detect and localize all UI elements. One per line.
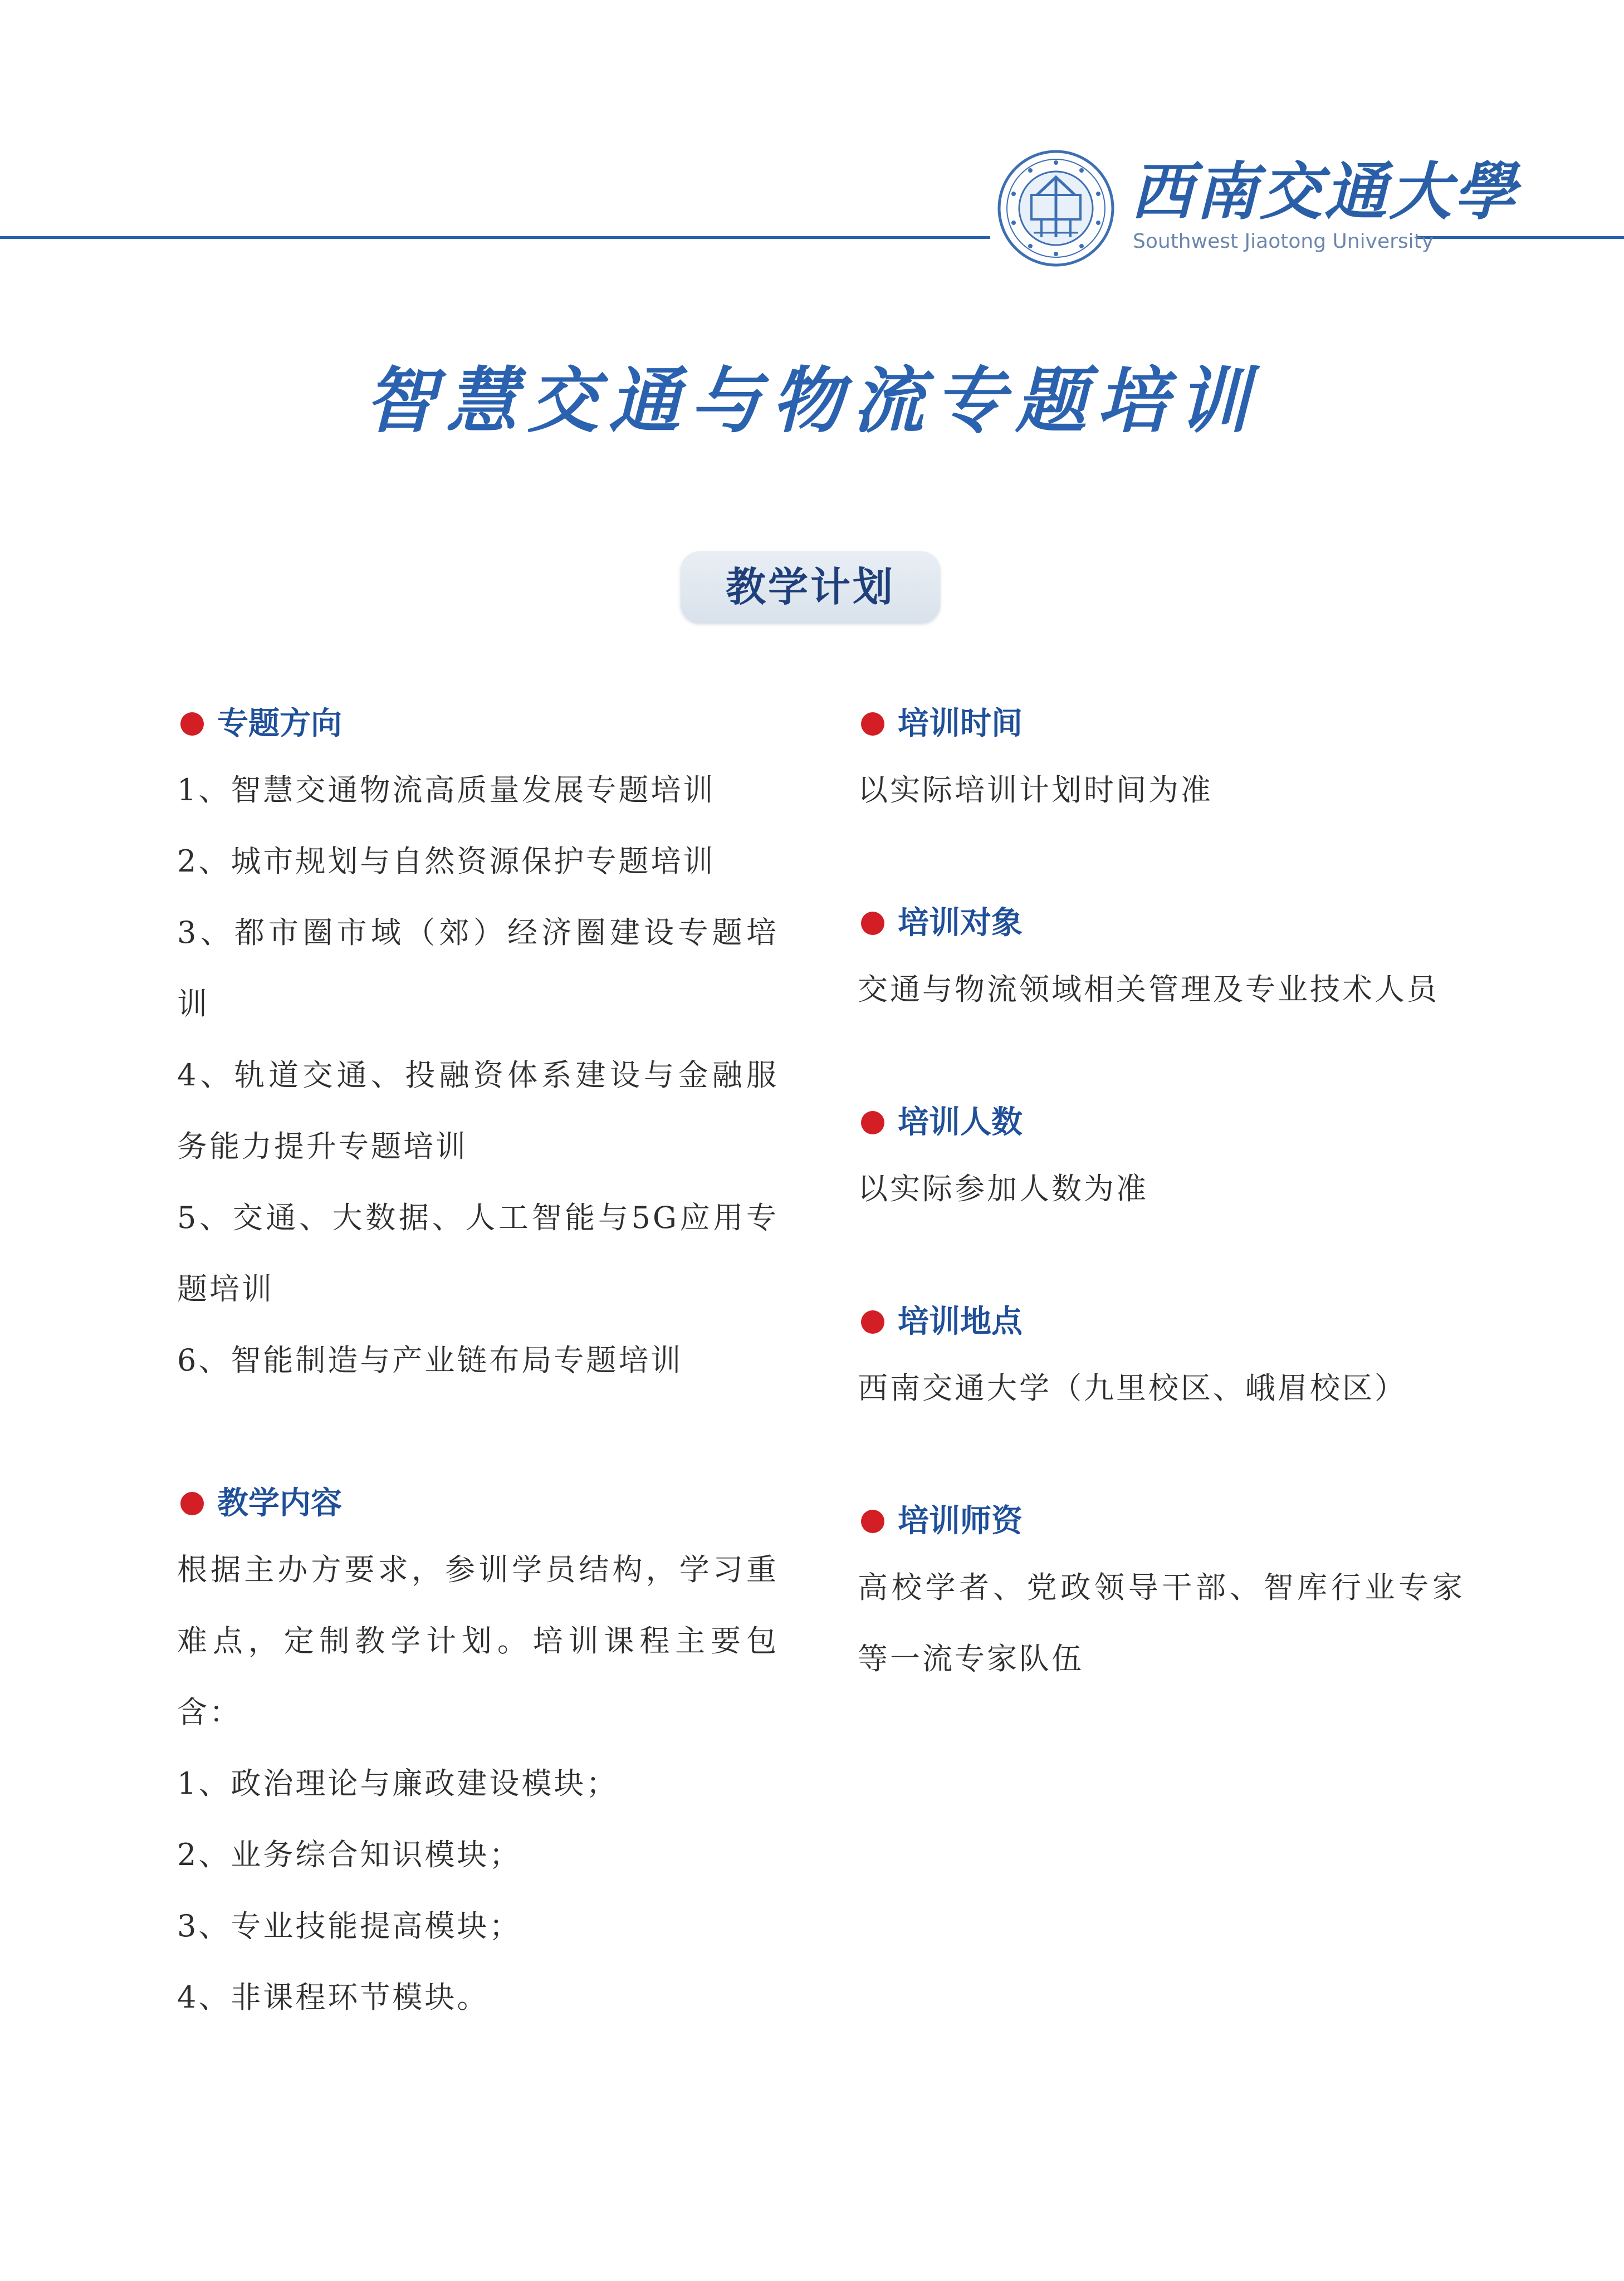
section-label: 教学计划	[725, 564, 895, 610]
count-heading-text: 培训人数	[898, 1104, 1023, 1140]
spacer	[858, 1424, 1465, 1491]
location-heading	[858, 1291, 1465, 1353]
location-heading-text: 培训地点	[898, 1304, 1023, 1340]
spacer	[858, 1025, 1465, 1092]
content-item: 4、非课程环节模块。	[177, 1980, 490, 2015]
header-rule-right	[1416, 236, 1624, 239]
spacer	[858, 826, 1465, 893]
audience-text: 交通与物流领域相关管理及专业技术人员	[858, 972, 1439, 1007]
content-heading	[177, 1473, 779, 1534]
topic-item: 3、都市圈市域（郊）经济圈建设专题培训	[177, 915, 779, 1021]
header-rule-left	[0, 236, 990, 239]
audience-heading-text: 培训对象	[898, 905, 1023, 941]
bullet-dot-icon	[861, 912, 884, 935]
bullet-dot-icon	[180, 712, 204, 736]
count-heading	[858, 1092, 1465, 1153]
topic-item: 5、交通、大数据、人工智能与5G应用专题培训	[177, 1200, 779, 1306]
topic-item: 6、智能制造与产业链布局专题培训	[177, 1343, 683, 1378]
topics-heading-text: 专题方向	[217, 706, 342, 742]
bullet-dot-icon	[180, 1492, 204, 1515]
audience-heading	[858, 893, 1465, 954]
location-text: 西南交通大学（九里校区、峨眉校区）	[858, 1370, 1407, 1406]
section-label-badge	[681, 551, 940, 623]
time-text: 以实际培训计划时间为准	[858, 772, 1213, 807]
time-heading-text: 培训时间	[898, 706, 1023, 742]
university-logo-name: 西南交通大學	[1131, 155, 1518, 228]
count-text: 以实际参加人数为准	[858, 1171, 1148, 1206]
university-seal-icon	[997, 149, 1115, 267]
content-intro: 根据主办方要求，参训学员结构，学习重难点，定制教学计划。培训课程主要包含：	[177, 1552, 779, 1730]
content-heading-text: 教学内容	[217, 1485, 342, 1521]
page-title: 智慧交通与物流专题培训	[364, 359, 1259, 443]
spacer	[858, 1225, 1465, 1291]
faculty-text: 高校学者、党政领导干部、智库行业专家等一流专家队伍	[858, 1570, 1465, 1676]
spacer	[177, 1396, 779, 1473]
faculty-heading	[858, 1491, 1465, 1552]
topic-item: 4、轨道交通、投融资体系建设与金融服务能力提升专题培训	[177, 1058, 779, 1164]
content-item: 3、专业技能提高模块；	[177, 1908, 522, 1944]
bullet-dot-icon	[861, 1111, 884, 1134]
topic-item: 1、智慧交通物流高质量发展专题培训	[177, 772, 716, 807]
topics-heading	[177, 693, 779, 755]
left-column	[177, 693, 779, 2033]
time-heading	[858, 693, 1465, 755]
content-item: 2、业务综合知识模块；	[177, 1837, 522, 1872]
content-item: 1、政治理论与廉政建设模块；	[177, 1766, 619, 1801]
right-column	[858, 693, 1465, 1695]
faculty-heading-text: 培训师资	[898, 1503, 1023, 1539]
bullet-dot-icon	[861, 1510, 884, 1533]
topic-item: 2、城市规划与自然资源保护专题培训	[177, 844, 716, 879]
bullet-dot-icon	[861, 712, 884, 736]
bullet-dot-icon	[861, 1310, 884, 1334]
university-logo-english: Southwest Jiaotong University	[1133, 230, 1434, 253]
